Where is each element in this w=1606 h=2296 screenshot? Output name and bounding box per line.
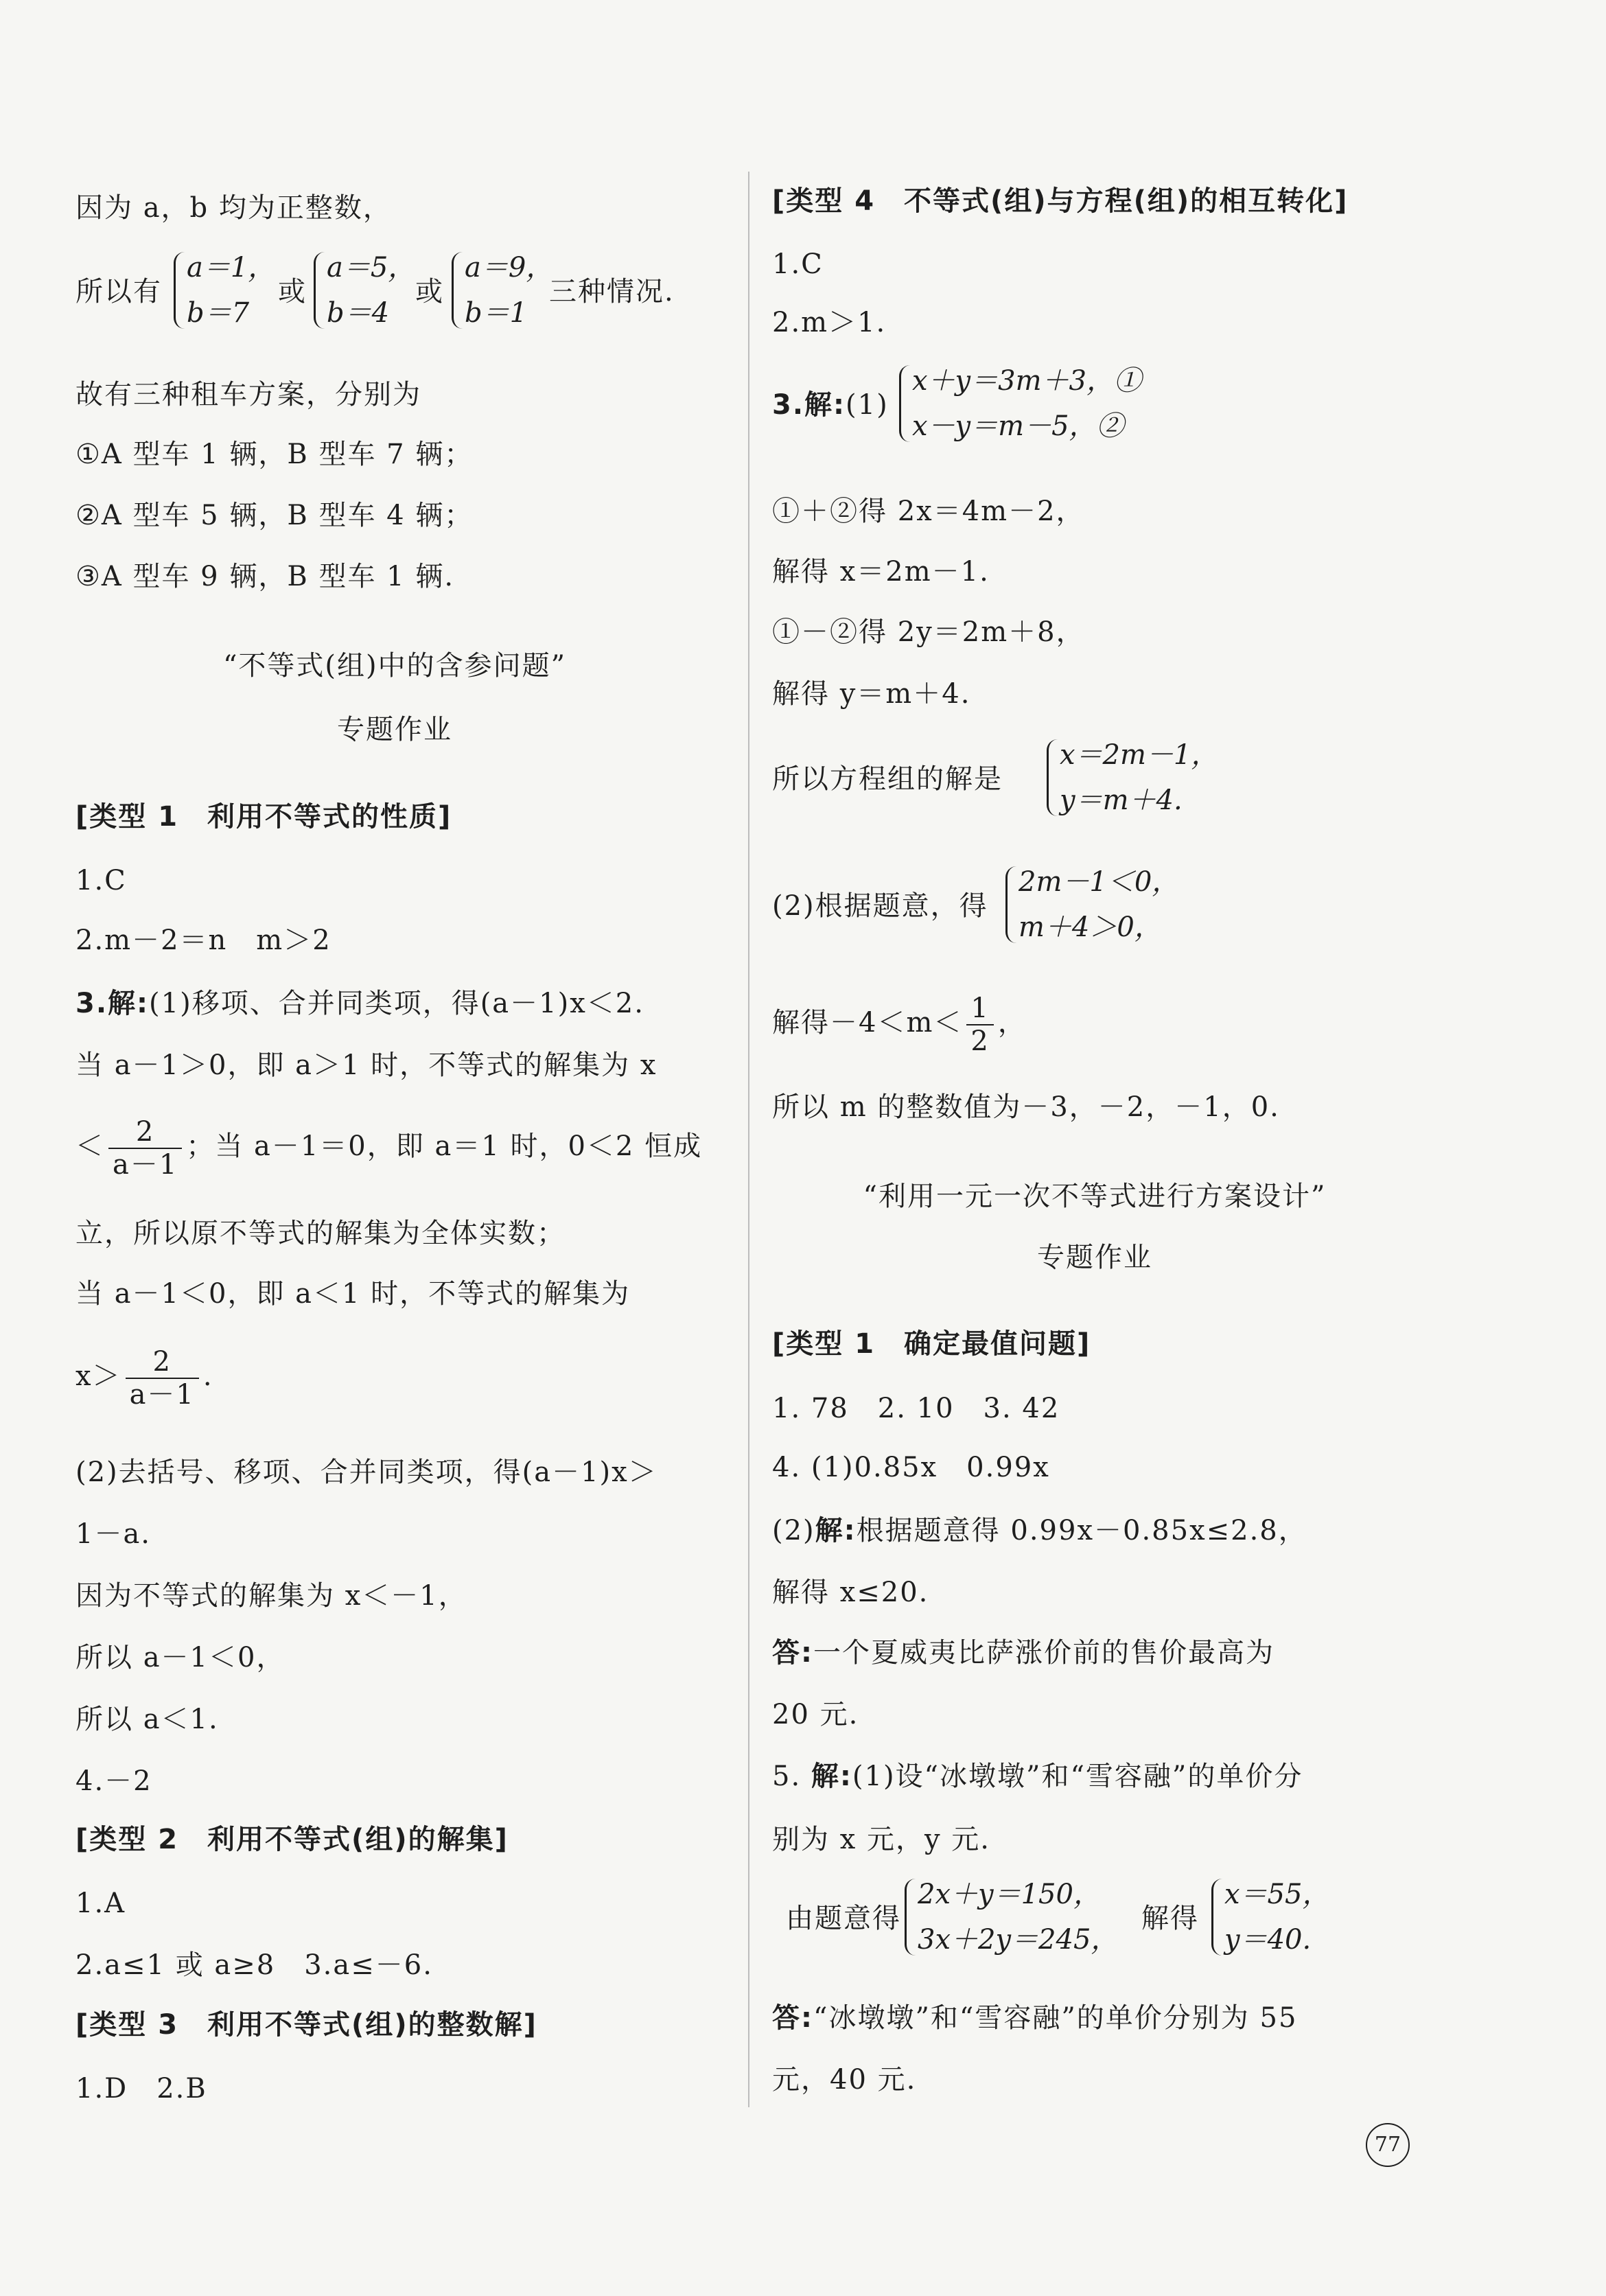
column-divider xyxy=(748,172,749,2107)
system-row: m＋4＞0， xyxy=(1019,912,1162,943)
text-line: ③A 型车 9 辆，B 型车 1 辆. xyxy=(75,561,455,592)
system-row: y＝m＋4. xyxy=(1060,785,1183,816)
system-row: a＝9， xyxy=(465,252,554,283)
fraction: $\frac{2}{a-1}$ xyxy=(126,1346,199,1411)
answer-line: 答:一个夏威夷比萨涨价前的售价最高为 xyxy=(772,1637,1275,1669)
answer-line: 所以 m 的整数值为－3，－2，－1，0. xyxy=(772,1091,1280,1123)
system-row: b＝7 xyxy=(187,297,250,329)
system-row: x＝2m－1， xyxy=(1060,739,1219,771)
solution-label: 3.解: xyxy=(75,988,150,1019)
answer-line: 所以 a＜1. xyxy=(75,1704,219,1735)
answer-line: 元，40 元. xyxy=(772,2064,917,2096)
system-row: a＝5， xyxy=(327,252,416,283)
page-number: 77 xyxy=(1366,2123,1410,2167)
equation-system xyxy=(772,738,1417,820)
solution-label: 3.解: xyxy=(772,389,846,421)
answer-line: 4.－2 xyxy=(75,1765,152,1797)
answer-line: 当 a－1＞0，即 a＞1 时，不等式的解集为 x xyxy=(75,1050,657,1081)
answer-line: 解得 y＝m＋4. xyxy=(772,678,971,710)
answer-line: 1.D 2.B xyxy=(75,2073,207,2104)
fraction: $\frac{1}{2}$ xyxy=(966,993,993,1057)
topic-title: “利用一元一次不等式进行方案设计” xyxy=(863,1181,1327,1212)
type-heading: [类型 4 不等式(组)与方程(组)的相互转化] xyxy=(772,185,1349,217)
text-line: ①A 型车 1 辆，B 型车 7 辆； xyxy=(75,439,474,470)
or-text: 或 xyxy=(415,276,444,308)
system-row: x＋y＝3m＋3，① xyxy=(912,365,1141,397)
system-prefix: 所以方程组的解是 xyxy=(772,763,1003,795)
answer-line: (2)去括号、移项、合并同类项，得(a－1)x＞ xyxy=(75,1457,657,1488)
answer-line: 1. 78 2. 10 3. 42 xyxy=(772,1393,1060,1424)
answer-line: 4. (1)0.85x 0.99x xyxy=(772,1452,1050,1483)
system-row: 2m－1＜0， xyxy=(1019,866,1180,898)
system-prefix: (2)根据题意，得 xyxy=(772,890,988,922)
answer-line: ①－②得 2y＝2m＋8， xyxy=(772,616,1085,648)
answer-line: 别为 x 元，y 元. xyxy=(772,1824,991,1855)
topic-title: “不等式(组)中的含参问题” xyxy=(222,650,567,682)
answer-line: 解得－4＜m＜ $\frac{1}{2}$ ， xyxy=(772,993,1027,1057)
system-row: y＝40. xyxy=(1224,1924,1312,1956)
system-prefix: 3.解:(1) xyxy=(772,389,889,421)
or-text: 或 xyxy=(278,276,307,308)
equation-system xyxy=(772,1877,1417,1960)
answer-line: 当 a－1＜0，即 a＜1 时，不等式的解集为 xyxy=(75,1278,631,1310)
answer-line: ①＋②得 2x＝4m－2， xyxy=(772,496,1085,527)
type-heading: [类型 1 利用不等式的性质] xyxy=(75,801,452,833)
system-row: x－y＝m－5，② xyxy=(912,410,1124,442)
answer-line: 所以 a－1＜0， xyxy=(75,1642,286,1673)
answer-label: 答: xyxy=(772,2002,813,2034)
answer-line: 1.C xyxy=(772,248,824,280)
answer-line: 解得 x≤20. xyxy=(772,1577,929,1608)
answer-line: 1.C xyxy=(75,865,127,896)
topic-subtitle: 专题作业 xyxy=(337,714,452,745)
answer-label: 答: xyxy=(772,1637,813,1669)
system-row: 2x＋y＝150， xyxy=(918,1879,1101,1910)
answer-line: 2.a≤1 或 a≥8 3.a≤－6. xyxy=(75,1949,433,1981)
equation-system xyxy=(772,364,1417,446)
system-row: a＝1， xyxy=(187,252,276,283)
answer-line: x＞ $\frac{2}{a-1}$ . xyxy=(75,1346,213,1411)
answer-line: ＜ $\frac{2}{a-1}$ ；当 a－1＝0，即 a＝1 时，0＜2 恒成 xyxy=(75,1116,703,1181)
answer-line: 2.m＞1. xyxy=(772,307,887,338)
answer-line: 5. 解:(1)设“冰墩墩”和“雪容融”的单价分 xyxy=(772,1761,1303,1792)
answer-line: (2)解:根据题意得 0.99x－0.85x≤2.8， xyxy=(772,1515,1307,1546)
system-row: 3x＋2y＝245， xyxy=(918,1924,1119,1956)
text-line: 因为 a，b 均为正整数， xyxy=(75,192,392,224)
topic-subtitle: 专题作业 xyxy=(1037,1242,1152,1273)
answer-line: 答:“冰墩墩”和“雪容融”的单价分别为 55 xyxy=(772,2002,1298,2034)
type-heading: [类型 1 确定最值问题] xyxy=(772,1328,1091,1360)
system-cases xyxy=(75,251,714,333)
fraction: $\frac{2}{a-1}$ xyxy=(108,1116,182,1181)
answer-line: 2.m－2＝n m＞2 xyxy=(75,925,331,956)
answer-line: 3.解:(1)移项、合并同类项，得(a－1)x＜2. xyxy=(75,988,644,1019)
answer-line: 立，所以原不等式的解集为全体实数； xyxy=(75,1218,566,1249)
system-prefix: 由题意得 xyxy=(786,1903,901,1934)
answer-line: 解得 x＝2m－1. xyxy=(772,556,990,588)
text-line: ②A 型车 5 辆，B 型车 4 辆； xyxy=(75,500,474,531)
text-line: 故有三种租车方案，分别为 xyxy=(75,379,421,410)
system-row: x＝55， xyxy=(1224,1879,1330,1910)
system-row: b＝1 xyxy=(465,297,528,329)
inequality-system xyxy=(772,865,1417,947)
answer-line: 20 元. xyxy=(772,1699,859,1730)
system-row: b＝4 xyxy=(327,297,390,329)
solve-text: 解得 xyxy=(1141,1903,1199,1934)
solution-label: 解: xyxy=(815,1515,857,1546)
solution-label: 解: xyxy=(811,1761,852,1792)
answer-line: 1－a. xyxy=(75,1518,152,1550)
system-prefix: 所以有 xyxy=(75,276,162,308)
answer-line: 1.A xyxy=(75,1888,126,1919)
type-heading: [类型 2 利用不等式(组)的解集] xyxy=(75,1824,509,1855)
answer-line: 因为不等式的解集为 x＜－1， xyxy=(75,1580,467,1612)
type-heading: [类型 3 利用不等式(组)的整数解] xyxy=(75,2009,537,2041)
system-suffix: 三种情况. xyxy=(549,276,675,308)
